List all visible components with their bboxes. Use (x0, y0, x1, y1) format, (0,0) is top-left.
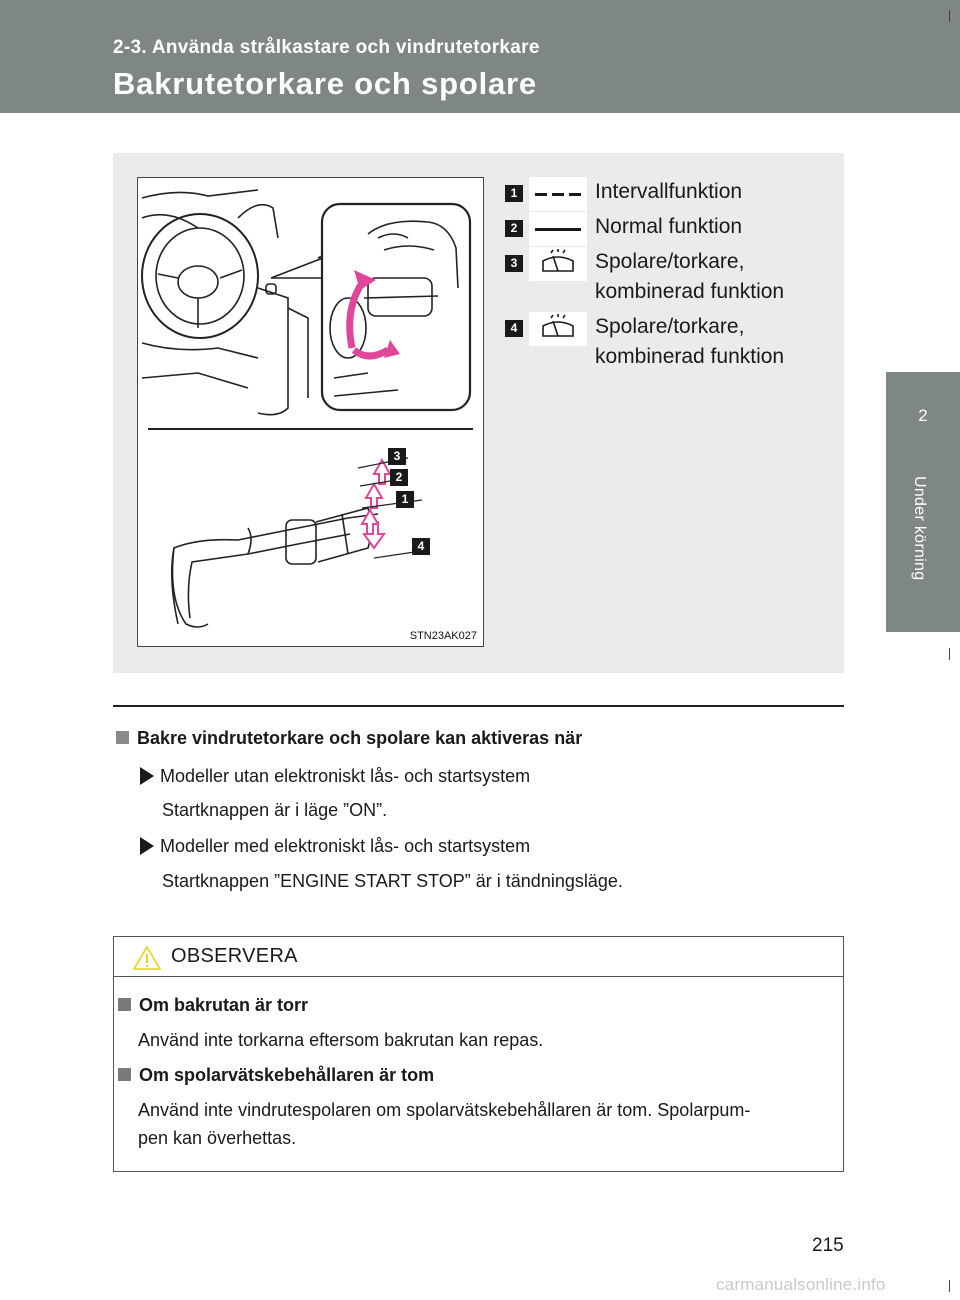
chapter-label: Under körning (911, 476, 928, 581)
figure-panel (113, 153, 844, 673)
dashed-line-icon (529, 177, 587, 211)
watermark: carmanualsonline.info (716, 1275, 886, 1294)
legend-text: Intervallfunktion (595, 180, 743, 203)
caution-subheading-text: Om spolarvätskebehållaren är tom (139, 1065, 435, 1085)
conditions-heading (116, 728, 582, 749)
wiper-lever-illustration (138, 178, 483, 646)
condition-bullet-text: Modeller med elektroniskt lås- och startsystem (160, 836, 531, 856)
caution-text: pen kan överhettas. (138, 1128, 297, 1148)
callout-number: 4 (417, 539, 425, 553)
caution-text: Använd inte torkarna eftersom bakrutan kan repas. (138, 1030, 544, 1050)
chapter-strip (886, 466, 960, 632)
illustration-frame (137, 177, 484, 647)
condition-bullet (140, 766, 530, 787)
square-bullet-icon (118, 1068, 131, 1081)
condition-text: Startknappen ”ENGINE START STOP” är i tändningsläge. (162, 871, 623, 891)
chapter-tab (886, 372, 960, 466)
triangle-bullet-icon (140, 837, 154, 855)
crop-mark (949, 10, 950, 22)
caution-text: Använd inte vindrutespolaren om spolarvätskebehållaren är tom. Spolarpum- (138, 1100, 751, 1120)
legend-text: Spolare/torkare, (595, 315, 745, 338)
caution-subheading-text: Om bakrutan är torr (139, 995, 309, 1015)
callout-number: 2 (395, 470, 403, 484)
caution-box (113, 936, 844, 1172)
legend-badge: 2 (505, 220, 523, 237)
legend-text: kombinerad funktion (595, 280, 785, 303)
legend-badge: 4 (505, 320, 523, 337)
legend-text: Normal funktion (595, 215, 743, 238)
condition-bullet-text: Modeller utan elektroniskt lås- och startsystem (160, 766, 531, 786)
square-bullet-icon (118, 998, 131, 1011)
triangle-bullet-icon (140, 767, 154, 785)
warning-triangle-icon (132, 945, 162, 971)
image-code: STN23AK027 (409, 630, 477, 642)
square-bullet-icon (116, 731, 129, 744)
section-heading: 2-3. Använda strålkastare och vindrutetorkare (113, 37, 540, 58)
chapter-number: 2 (918, 406, 928, 425)
caution-subheading (118, 995, 308, 1016)
solid-line-icon (529, 212, 587, 246)
washer-wiper-icon (529, 312, 587, 346)
page-title: Bakrutetorkare och spolare (113, 66, 537, 101)
washer-wiper-icon (529, 247, 587, 281)
section-divider (113, 705, 844, 707)
callout-number: 1 (401, 492, 409, 506)
caution-subheading (118, 1065, 434, 1086)
condition-text: Startknappen är i läge ”ON”. (162, 800, 388, 820)
legend-text: kombinerad funktion (595, 345, 785, 368)
legend-badge: 1 (505, 185, 523, 202)
caution-header (114, 937, 843, 977)
crop-mark (949, 648, 950, 660)
crop-mark (949, 1280, 950, 1292)
page-header (0, 0, 960, 113)
page-number: 215 (812, 1235, 844, 1256)
condition-bullet (140, 836, 530, 857)
callout-number: 3 (393, 449, 401, 463)
conditions-heading-text: Bakre vindrutetorkare och spolare kan aktiveras när (137, 728, 583, 748)
legend-badge: 3 (505, 255, 523, 272)
caution-title: OBSERVERA (171, 945, 298, 967)
legend-text: Spolare/torkare, (595, 250, 745, 273)
